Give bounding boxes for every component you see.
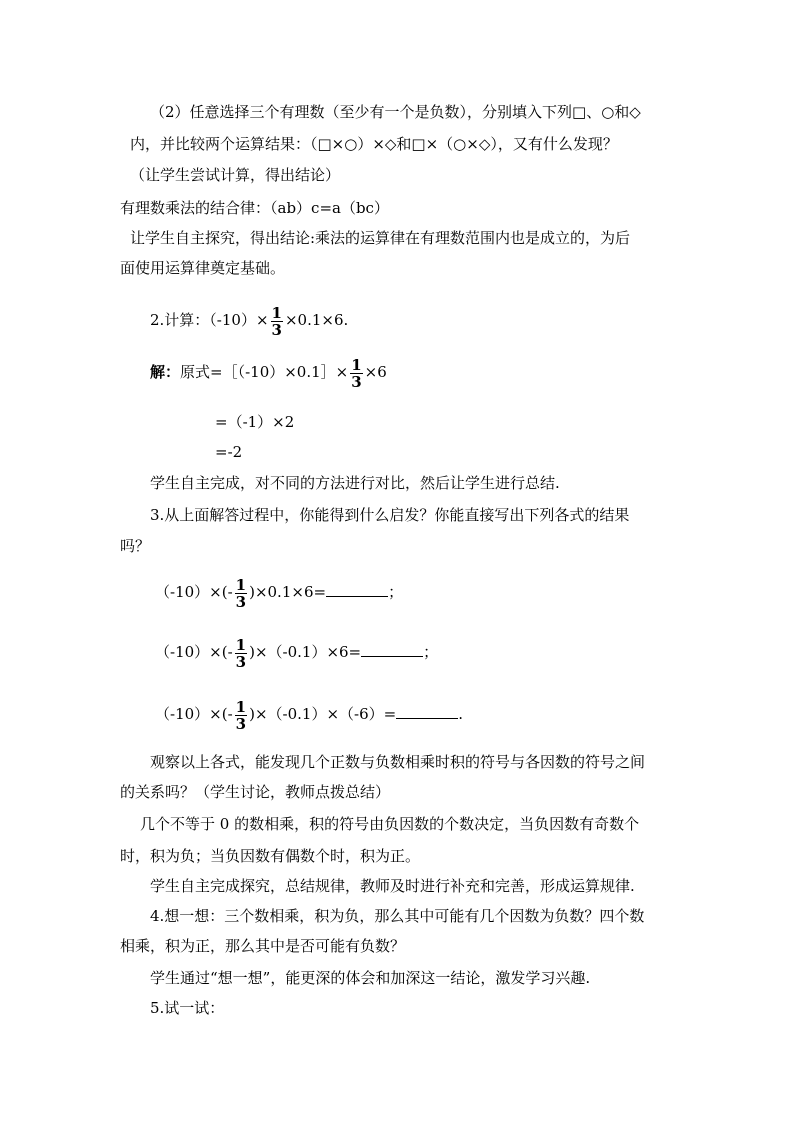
fraction-one-third: $\frac{1}{3}$ xyxy=(235,575,247,611)
solution-line1 xyxy=(150,352,387,392)
observe-line1: 观察以上各式，能发现几个正数与负数相乘时积的符号与各因数的符号之间 xyxy=(150,753,646,771)
explore-line1: 让学生自主探究，得出结论:乘法的运算律在有理数范围内也是成立的，为后 xyxy=(130,229,631,247)
question-3-line2: 吗？ xyxy=(120,537,151,555)
explore-line2: 面使用运算律奠定基础。 xyxy=(120,259,286,277)
associative-law: 有理数乘法的结合律：（ab）c=a（bc） xyxy=(120,199,389,217)
part2-line2: 内，并比较两个运算结果：（□×○）×◇和□×（○×◇），又有什么发现？ xyxy=(130,135,618,153)
fraction-one-third: $\frac{1}{3}$ xyxy=(351,355,362,391)
compare-text: 学生自主完成，对不同的方法进行对比，然后让学生进行总结. xyxy=(150,474,560,492)
q2-suffix: ×0.1×6. xyxy=(284,311,349,329)
solution-step2: =（-1）×2 xyxy=(215,413,295,431)
q2-prefix: 2.计算：（-10）× xyxy=(150,311,269,329)
rule-line1: 几个不等于 0 的数相乘，积的符号由负因数的个数决定，当负因数有奇数个 xyxy=(140,815,640,833)
think-text: 学生通过“想一想”，能更深的体会和加深这一结论，激发学习兴趣. xyxy=(150,969,591,987)
solution-step3: =-2 xyxy=(215,443,243,461)
solution-label: 解： xyxy=(150,363,181,381)
answer-blank[interactable] xyxy=(361,642,423,657)
exercise-1: （-10）×(- $\frac{1}{3}$ )×0.1×6= ； xyxy=(155,575,404,611)
exercise-2: （-10）×(- $\frac{1}{3}$ )×（-0.1）×6= ； xyxy=(155,635,439,671)
summary-text: 学生自主完成探究，总结规律，教师及时进行补充和完善，形成运算规律. xyxy=(150,877,635,895)
exercise-3: （-10）×(- $\frac{1}{3}$ )×（-0.1）×（-6）= . xyxy=(155,697,463,733)
answer-blank[interactable] xyxy=(326,582,388,597)
solution-prefix: 原式=［（-10）×0.1］× xyxy=(180,363,349,381)
fraction-one-third: $\frac{1}{3}$ xyxy=(235,697,247,733)
part2-line1: （2）任意选择三个有理数（至少有一个是负数），分别填入下列□、○和◇ xyxy=(150,103,641,121)
rule-line2: 时，积为负；当负因数有偶数个时，积为正。 xyxy=(120,847,421,865)
fraction-one-third: $\frac{1}{3}$ xyxy=(235,635,247,671)
fraction-one-third: $\frac{1}{3}$ xyxy=(271,303,282,339)
answer-blank[interactable] xyxy=(396,704,458,719)
question-4-line1: 4.想一想：三个数相乘，积为负，那么其中可能有几个因数为负数？四个数 xyxy=(150,907,645,925)
solution-suffix: ×6 xyxy=(364,363,387,381)
question-3-line1: 3.从上面解答过程中，你能得到什么启发？你能直接写出下列各式的结果 xyxy=(150,506,630,524)
question-2 xyxy=(150,300,348,340)
part2-line3: （让学生尝试计算，得出结论） xyxy=(130,166,341,184)
observe-line2: 的关系吗？（学生讨论，教师点拨总结） xyxy=(120,783,391,801)
question-4-line2: 相乘，积为正，那么其中是否可能有负数？ xyxy=(120,937,406,955)
question-5: 5.试一试： xyxy=(150,999,225,1017)
